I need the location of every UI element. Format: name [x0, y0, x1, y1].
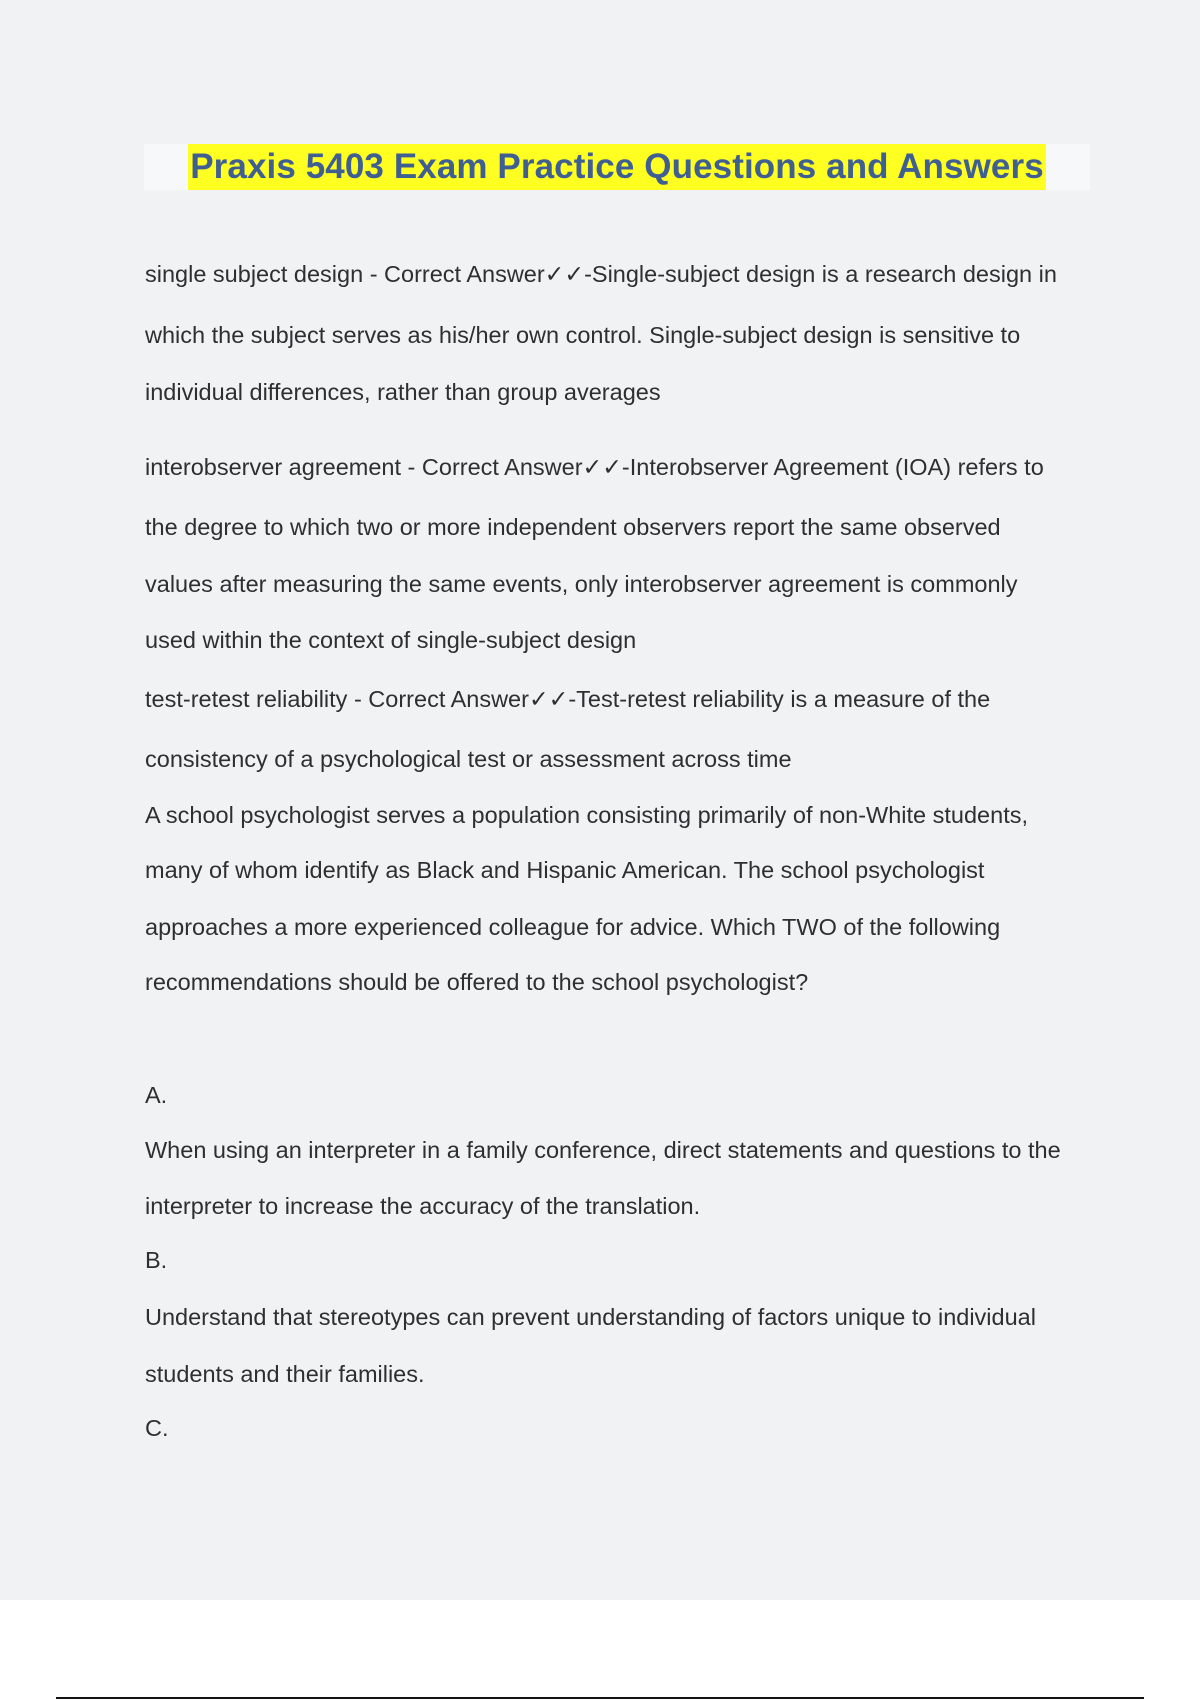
entry-1-line-2: which the subject serves as his/her own control. Single-subject design is sensitive to — [145, 322, 1021, 348]
option-a-letter: A. — [145, 1082, 168, 1108]
entry-2-line-3: values after measuring the same events, only interobserver agreement is commonly — [145, 571, 1018, 597]
entry-3-line-2: consistency of a psychological test or assessment across time — [145, 746, 792, 772]
question-line-2: many of whom identify as Black and Hispanic American. The school psychologist — [145, 857, 985, 883]
option-b-line-1: Understand that stereotypes can prevent understanding of factors unique to individual — [145, 1304, 1036, 1330]
option-b-line-2: students and their families. — [145, 1361, 425, 1387]
question-line-1: A school psychologist serves a population consisting primarily of non-White students, — [145, 802, 1029, 828]
footer-divider — [56, 1697, 1144, 1699]
page-title: Praxis 5403 Exam Practice Questions and Answers — [188, 144, 1046, 190]
option-a-line-2: interpreter to increase the accuracy of the translation. — [145, 1193, 701, 1219]
option-a-line-1: When using an interpreter in a family conference, direct statements and questions to the — [145, 1137, 1061, 1163]
option-b-letter: B. — [145, 1247, 168, 1273]
entry-2-line-2: the degree to which two or more independent observers report the same observed — [145, 514, 1001, 540]
entry-2-line-1: interobserver agreement - Correct Answer✓✓-Interobserver Agreement (IOA) refers to — [145, 454, 1044, 480]
title-block — [144, 144, 1090, 190]
entry-3-line-1: test-retest reliability - Correct Answer✓✓-Test-retest reliability is a measure of the — [145, 686, 991, 712]
question-line-3: approaches a more experienced colleague for advice. Which TWO of the following — [145, 914, 1001, 940]
entry-2-line-4: used within the context of single-subject design — [145, 627, 637, 653]
question-line-4: recommendations should be offered to the school psychologist? — [145, 969, 809, 995]
entry-1-line-1: single subject design - Correct Answer✓✓-Single-subject design is a research design in — [145, 261, 1057, 287]
option-c-letter: C. — [145, 1415, 169, 1441]
entry-1-line-3: individual differences, rather than group averages — [145, 379, 661, 405]
